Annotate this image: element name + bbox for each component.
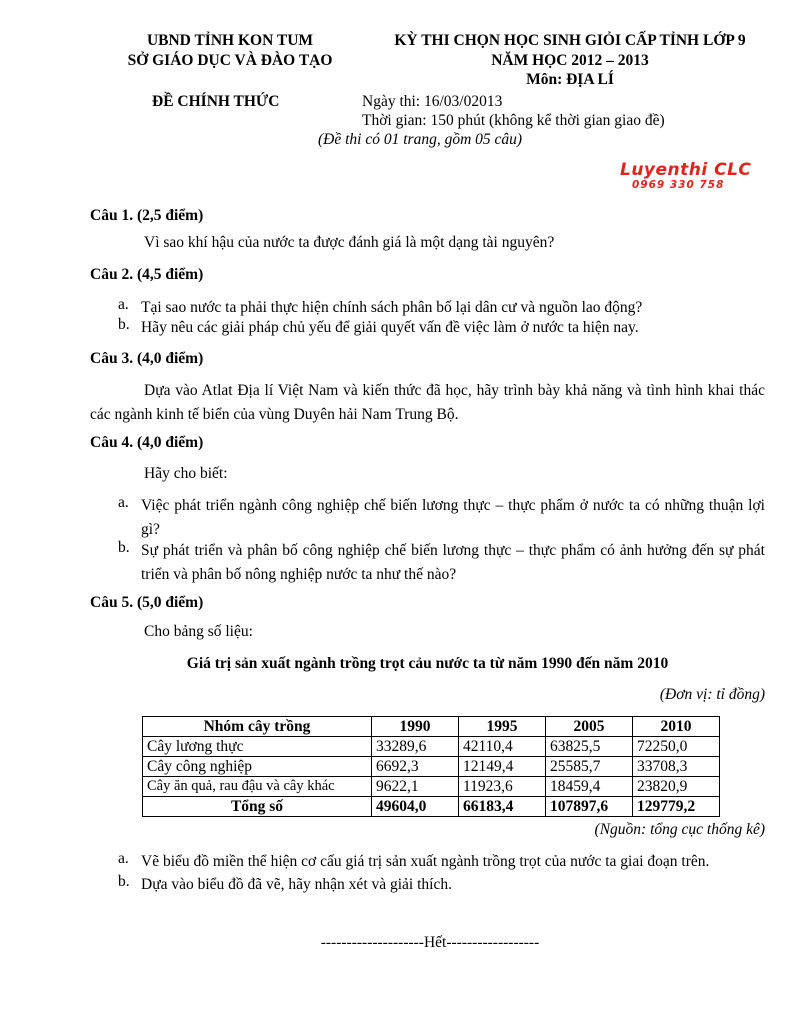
q2-a-text: Tại sao nước ta phải thực hiện chính sách phân bố lại dân cư và nguồn lao động?	[141, 299, 643, 316]
official-label: ĐỀ CHÍNH THỨC	[152, 93, 280, 110]
table-total-cell: 49604,0	[372, 797, 459, 817]
table-source: (Nguồn: tổng cục thống kê)	[594, 821, 765, 838]
table-cell: 23820,9	[633, 777, 720, 797]
q4-intro: Hãy cho biết:	[144, 465, 228, 482]
table-total-cell: Tổng số	[143, 797, 372, 817]
table-total-cell: 66183,4	[459, 797, 546, 817]
data-table	[142, 716, 720, 817]
school-year: NĂM HỌC 2012 – 2013	[491, 52, 649, 69]
table-title: Giá trị sản xuất ngành trồng trọt cảu nước ta từ năm 1990 đến năm 2010	[186, 655, 669, 672]
table-header-cell: 2005	[546, 717, 633, 737]
q2-a-marker: a.	[118, 296, 129, 313]
q2-b-marker: b.	[118, 316, 130, 333]
subject: Môn: ĐỊA LÍ	[526, 71, 614, 88]
authority-name: UBND TỈNH KON TUM	[146, 32, 314, 49]
q2-b-text: Hãy nêu các giải pháp chủ yếu để giải quyết vấn đề việc làm ở nước ta hiện nay.	[141, 319, 639, 336]
exam-name: KỲ THI CHỌN HỌC SINH GIỎI CẤP TỈNH LỚP 9	[394, 32, 746, 49]
table-header-row	[143, 717, 720, 737]
table-cell: 33289,6	[372, 737, 459, 757]
q5-intro: Cho bảng số liệu:	[144, 623, 253, 640]
end-marker: --------------------Hết------------------	[320, 934, 540, 951]
exam-note: (Đề thi có 01 trang, gồm 05 câu)	[318, 131, 523, 148]
q5-a-marker: a.	[118, 850, 129, 867]
q5-a-text: Vẽ biểu đồ miền thể hiện cơ cấu giá trị sản xuất ngành trồng trọt của nước ta giai đoạn trên.	[141, 853, 710, 870]
table-header-cell: 2010	[633, 717, 720, 737]
table-header-cell: Nhóm cây trồng	[143, 717, 372, 737]
table-cell: 6692,3	[372, 757, 459, 777]
q4-title: Câu 4. (4,0 điểm)	[90, 434, 204, 451]
table-row	[143, 757, 720, 777]
q3-title: Câu 3. (4,0 điểm)	[90, 350, 204, 367]
q1-title: Câu 1. (2,5 điểm)	[90, 207, 204, 224]
q1-text: Vì sao khí hậu của nước ta được đánh giá là một dạng tài nguyên?	[144, 234, 555, 251]
table-total-row	[143, 797, 720, 817]
table-cell: Cây công nghiệp	[143, 757, 372, 777]
watermark-phone: 0969 330 758	[632, 179, 725, 191]
q4-a-text: Việc phát triển ngành công nghiệp chế biến lương thực – thực phẩm ở nước ta có những thuận lợi gì?	[141, 497, 765, 538]
exam-duration: Thời gian: 150 phút (không kể thời gian giao đề)	[362, 112, 665, 129]
table-row	[143, 737, 720, 757]
q5-b-text: Dựa vào biểu đồ đã vẽ, hãy nhận xét và giải thích.	[141, 876, 452, 893]
table-row	[143, 777, 720, 797]
table-cell: Cây lương thực	[143, 737, 372, 757]
department-name: SỞ GIÁO DỤC VÀ ĐÀO TẠO	[127, 52, 333, 69]
q2-title: Câu 2. (4,5 điểm)	[90, 266, 204, 283]
q5-title: Câu 5. (5,0 điểm)	[90, 594, 204, 611]
exam-date: Ngày thi: 16/03/02013	[362, 93, 503, 110]
table-cell: 12149,4	[459, 757, 546, 777]
table-cell: 11923,6	[459, 777, 546, 797]
q4-a-marker: a.	[118, 494, 129, 511]
table-cell: 9622,1	[372, 777, 459, 797]
table-total-cell: 107897,6	[546, 797, 633, 817]
table-total-cell: 129779,2	[633, 797, 720, 817]
table-cell: Cây ăn quả, rau đậu và cây khác	[143, 777, 372, 797]
table-unit: (Đơn vị: tỉ đồng)	[659, 686, 765, 703]
table-cell: 72250,0	[633, 737, 720, 757]
q4-b-marker: b.	[118, 539, 130, 556]
table-cell: 18459,4	[546, 777, 633, 797]
q3-text: Dựa vào Atlat Địa lí Việt Nam và kiến thức đã học, hãy trình bày khả năng và tình hình khai thác các ngành kinh tế biển của vùng Duyên hải Nam Trung Bộ.	[90, 382, 765, 423]
watermark-name: Luyenthi CLC	[620, 160, 752, 180]
table-cell: 63825,5	[546, 737, 633, 757]
q4-b-text: Sự phát triển và phân bố công nghiệp chế biến lương thực – thực phẩm có ảnh hưởng đến sự phát triển và phân bố nông nghiệp nước ta như thế nào?	[141, 542, 765, 583]
table-cell: 25585,7	[546, 757, 633, 777]
q5-b-marker: b.	[118, 873, 130, 890]
table-header-cell: 1990	[372, 717, 459, 737]
table-header-cell: 1995	[459, 717, 546, 737]
table-cell: 33708,3	[633, 757, 720, 777]
table-cell: 42110,4	[459, 737, 546, 757]
